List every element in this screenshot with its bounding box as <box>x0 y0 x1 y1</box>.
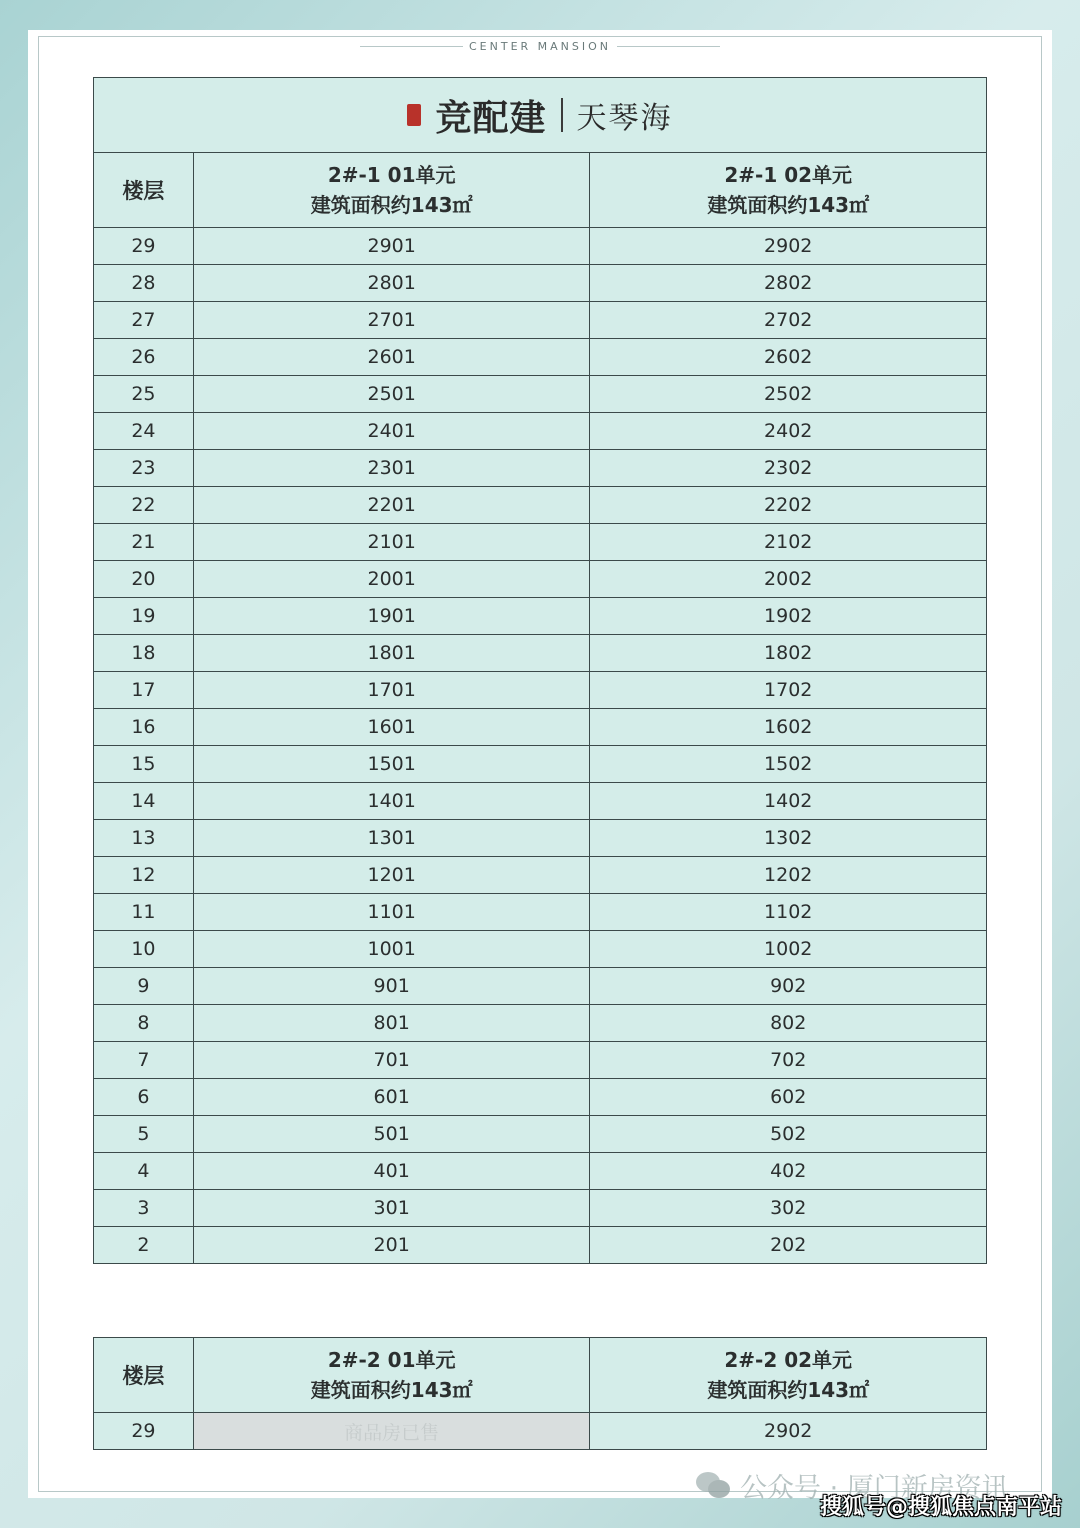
table-row <box>94 1413 987 1450</box>
unit-01-cell: 2001 <box>193 561 590 598</box>
wechat-icon <box>696 1472 732 1500</box>
unit-01-cell: 2101 <box>193 524 590 561</box>
floor-cell: 26 <box>94 339 194 376</box>
table-row <box>94 857 987 894</box>
unit-02-header <box>590 1338 987 1413</box>
table-row <box>94 1116 987 1153</box>
logo-name-1: 竞配建 <box>435 96 547 139</box>
unit-02-cell: 802 <box>590 1005 987 1042</box>
unit-02-cell: 1102 <box>590 894 987 931</box>
floor-cell: 25 <box>94 376 194 413</box>
floor-cell: 8 <box>94 1005 194 1042</box>
unit-01-title: 2#-1 01单元 <box>327 163 456 187</box>
table-row <box>94 1190 987 1227</box>
floor-cell: 20 <box>94 561 194 598</box>
table-row <box>94 672 987 709</box>
unit-02-cell: 1902 <box>590 598 987 635</box>
unit-02-cell: 1202 <box>590 857 987 894</box>
sohu-watermark: 搜狐号@搜狐焦点南平站 <box>820 1495 1063 1520</box>
unit-01-cell: 2701 <box>193 302 590 339</box>
floor-cell: 5 <box>94 1116 194 1153</box>
table-row <box>94 746 987 783</box>
unit-02-cell: 302 <box>590 1190 987 1227</box>
unit-02-cell: 1302 <box>590 820 987 857</box>
table-row <box>94 1153 987 1190</box>
floor-cell: 18 <box>94 635 194 672</box>
unit-01-cell: 1001 <box>193 931 590 968</box>
unit-01-cell: 401 <box>193 1153 590 1190</box>
table-row <box>94 376 987 413</box>
table-2-body <box>94 1413 987 1450</box>
floor-cell: 29 <box>94 1413 194 1450</box>
unit-01-cell: 1601 <box>193 709 590 746</box>
unit-02-cell: 702 <box>590 1042 987 1079</box>
project-logo <box>94 78 986 152</box>
unit-01-area: 建筑面积约143㎡ <box>310 1378 473 1402</box>
floor-cell: 14 <box>94 783 194 820</box>
unit-01-area: 建筑面积约143㎡ <box>310 193 473 217</box>
unit-02-cell: 2802 <box>590 265 987 302</box>
table-row <box>94 1079 987 1116</box>
unit-01-cell: 501 <box>193 1116 590 1153</box>
floor-cell: 13 <box>94 820 194 857</box>
unit-02-cell: 1602 <box>590 709 987 746</box>
floor-cell: 4 <box>94 1153 194 1190</box>
unit-02-cell: 202 <box>590 1227 987 1264</box>
unit-01-cell: 801 <box>193 1005 590 1042</box>
table-row <box>94 228 987 265</box>
table-row <box>94 820 987 857</box>
unit-01-cell: 901 <box>193 968 590 1005</box>
table-row <box>94 339 987 376</box>
brand-tagline: CENTER MANSION <box>0 40 1080 53</box>
unit-02-cell: 1702 <box>590 672 987 709</box>
unit-01-cell: 2601 <box>193 339 590 376</box>
table-row <box>94 265 987 302</box>
floor-cell: 6 <box>94 1079 194 1116</box>
floor-cell: 21 <box>94 524 194 561</box>
unit-02-cell: 602 <box>590 1079 987 1116</box>
unit-02-cell: 1502 <box>590 746 987 783</box>
floor-cell: 10 <box>94 931 194 968</box>
unit-02-cell: 2302 <box>590 450 987 487</box>
header-row <box>94 1338 987 1413</box>
unit-02-cell: 1802 <box>590 635 987 672</box>
floor-cell: 2 <box>94 1227 194 1264</box>
unit-01-cell: 1801 <box>193 635 590 672</box>
floor-cell: 7 <box>94 1042 194 1079</box>
logo-divider <box>561 98 563 132</box>
unit-01-cell: 2301 <box>193 450 590 487</box>
table-row <box>94 783 987 820</box>
table-row <box>94 894 987 931</box>
floor-cell: 15 <box>94 746 194 783</box>
table-row <box>94 413 987 450</box>
unit-02-area: 建筑面积约143㎡ <box>707 1378 870 1402</box>
unit-02-cell: 2702 <box>590 302 987 339</box>
unit-01-cell: 2201 <box>193 487 590 524</box>
table-row <box>94 709 987 746</box>
table-banner <box>94 78 987 153</box>
unit-01-cell: 201 <box>193 1227 590 1264</box>
floor-cell: 17 <box>94 672 194 709</box>
floor-header: 楼层 <box>94 153 194 228</box>
unit-02-cell: 2102 <box>590 524 987 561</box>
unit-02-cell: 502 <box>590 1116 987 1153</box>
floor-cell: 23 <box>94 450 194 487</box>
table-row <box>94 598 987 635</box>
floor-cell: 24 <box>94 413 194 450</box>
unit-01-cell: 701 <box>193 1042 590 1079</box>
unit-02-cell: 2502 <box>590 376 987 413</box>
unit-02-area: 建筑面积约143㎡ <box>707 193 870 217</box>
table-row <box>94 450 987 487</box>
unit-01-header <box>193 153 590 228</box>
unit-01-cell: 1401 <box>193 783 590 820</box>
unit-02-cell: 2402 <box>590 413 987 450</box>
table-row <box>94 1227 987 1264</box>
unit-02-cell: 902 <box>590 968 987 1005</box>
logo-name-2: 天琴海 <box>576 101 673 136</box>
unit-01-title: 2#-2 01单元 <box>327 1348 456 1372</box>
unit-01-header <box>193 1338 590 1413</box>
table-row <box>94 931 987 968</box>
unit-01-cell: 601 <box>193 1079 590 1116</box>
unit-02-cell: 1002 <box>590 931 987 968</box>
unit-01-cell: 1501 <box>193 746 590 783</box>
unit-02-title: 2#-2 02单元 <box>724 1348 853 1372</box>
floor-cell: 3 <box>94 1190 194 1227</box>
floor-cell: 12 <box>94 857 194 894</box>
wechat-watermark-text: 公众号 · 厦门新房资讯 <box>740 1473 1009 1504</box>
table-row <box>94 1042 987 1079</box>
unit-01-cell: 2801 <box>193 265 590 302</box>
unit-02-cell: 2602 <box>590 339 987 376</box>
table-row <box>94 524 987 561</box>
table-row <box>94 302 987 339</box>
unit-02-cell: 2902 <box>590 228 987 265</box>
floor-cell: 29 <box>94 228 194 265</box>
floor-cell: 16 <box>94 709 194 746</box>
unit-01-cell: 1201 <box>193 857 590 894</box>
unit-01-cell: 301 <box>193 1190 590 1227</box>
unit-table-2 <box>93 1337 987 1450</box>
floor-cell: 28 <box>94 265 194 302</box>
unit-02-cell: 2202 <box>590 487 987 524</box>
table-1-body <box>94 228 987 1264</box>
table-row <box>94 561 987 598</box>
unit-02-title: 2#-1 02单元 <box>724 163 853 187</box>
unit-01-cell: 2901 <box>193 228 590 265</box>
header-row <box>94 153 987 228</box>
unit-01-cell: 2401 <box>193 413 590 450</box>
floor-cell: 22 <box>94 487 194 524</box>
floor-cell: 27 <box>94 302 194 339</box>
unit-01-cell: 1701 <box>193 672 590 709</box>
unit-02-cell: 1402 <box>590 783 987 820</box>
table-row <box>94 968 987 1005</box>
unit-02-cell: 2002 <box>590 561 987 598</box>
unit-01-cell: 2501 <box>193 376 590 413</box>
unit-01-cell: 1301 <box>193 820 590 857</box>
unit-01-cell: 1101 <box>193 894 590 931</box>
unit-01-cell: 1901 <box>193 598 590 635</box>
unit-02-cell: 2902 <box>590 1413 987 1450</box>
floor-cell: 11 <box>94 894 194 931</box>
unit-table-1 <box>93 77 987 1264</box>
floor-cell: 9 <box>94 968 194 1005</box>
table-row <box>94 1005 987 1042</box>
floor-header: 楼层 <box>94 1338 194 1413</box>
floor-cell: 19 <box>94 598 194 635</box>
table-row <box>94 487 987 524</box>
unit-02-header <box>590 153 987 228</box>
seal-icon <box>407 104 421 126</box>
table-row <box>94 635 987 672</box>
sold-out-cell: 商品房已售 <box>193 1413 590 1450</box>
unit-02-cell: 402 <box>590 1153 987 1190</box>
